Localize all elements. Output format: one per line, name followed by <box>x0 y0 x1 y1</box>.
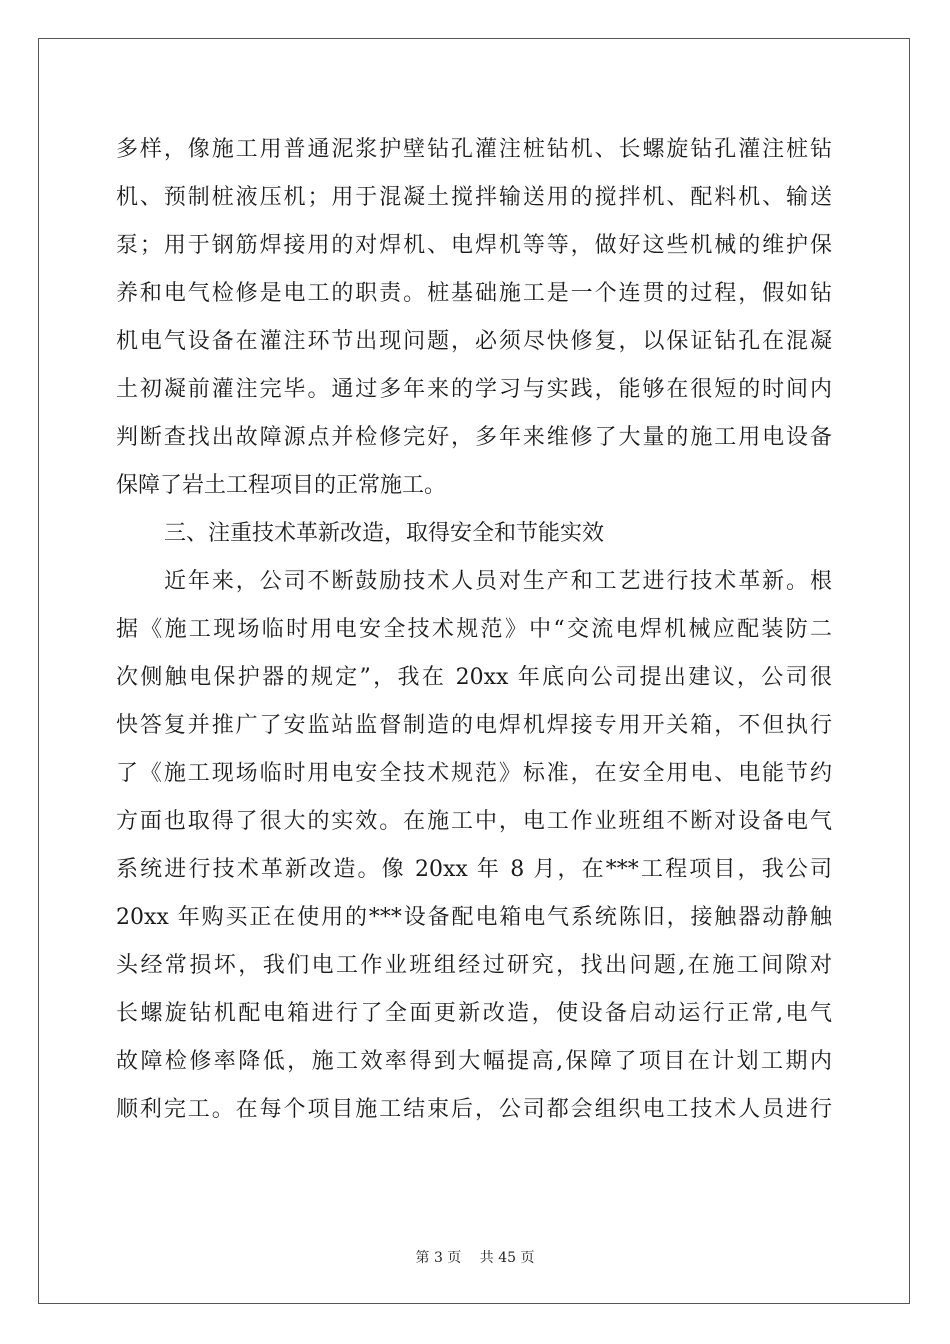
text-line: 次侧触电保护器的规定”，我在 20xx 年底向公司提出建议，公司很 <box>116 665 832 690</box>
text-line: 土初凝前灌注完毕。通过多年来的学习与实践，能够在很短的时间内 <box>116 377 832 402</box>
text-line: 养和电气检修是电工的职责。桩基础施工是一个连贯的过程，假如钻 <box>116 281 832 306</box>
text-line: 泵；用于钢筋焊接用的对焊机、电焊机等等，做好这些机械的维护保 <box>116 233 832 258</box>
text-line: 故障检修率降低，施工效率得到大幅提高,保障了项目在计划工期内 <box>116 1049 832 1074</box>
text-line: 系统进行技术革新改造。像 20xx 年 8 月，在***工程项目，我公司 <box>116 857 832 882</box>
text-line: 方面也取得了很大的实效。在施工中，电工作业班组不断对设备电气 <box>116 809 832 834</box>
page-number-footer: 第 3 页 共 45 页 <box>415 1250 535 1266</box>
text-line: 多样，像施工用普通泥浆护壁钻孔灌注桩钻机、长螺旋钻孔灌注桩钻 <box>116 137 832 162</box>
text-line: 快答复并推广了安监站监督制造的电焊机焊接专用开关箱，不但执行 <box>116 713 832 738</box>
document-body <box>116 126 832 1134</box>
section-heading: 三、注重技术革新改造，取得安全和节能实效 <box>164 521 605 546</box>
text-line: 近年来，公司不断鼓励技术人员对生产和工艺进行技术革新。根 <box>164 569 832 594</box>
text-line: 头经常损坏，我们电工作业班组经过研究，找出问题,在施工间隙对 <box>116 953 832 978</box>
text-line: 长螺旋钻机配电箱进行了全面更新改造，使设备启动运行正常,电气 <box>116 1001 832 1026</box>
text-line: 了《施工现场临时用电安全技术规范》标准，在安全用电、电能节约 <box>116 761 832 786</box>
text-line: 保障了岩土工程项目的正常施工。 <box>116 473 447 498</box>
text-line: 据《施工现场临时用电安全技术规范》中“交流电焊机械应配装防二 <box>116 617 832 642</box>
text-line: 机、预制桩液压机；用于混凝土搅拌输送用的搅拌机、配料机、输送 <box>116 185 832 210</box>
text-line: 20xx 年购买正在使用的***设备配电箱电气系统陈旧，接触器动静触 <box>116 905 832 930</box>
text-line: 机电气设备在灌注环节出现问题，必须尽快修复，以保证钻孔在混凝 <box>116 329 832 354</box>
text-line: 判断查找出故障源点并检修完好，多年来维修了大量的施工用电设备 <box>116 425 832 450</box>
text-line: 顺利完工。在每个项目施工结束后，公司都会组织电工技术人员进行 <box>116 1097 832 1122</box>
